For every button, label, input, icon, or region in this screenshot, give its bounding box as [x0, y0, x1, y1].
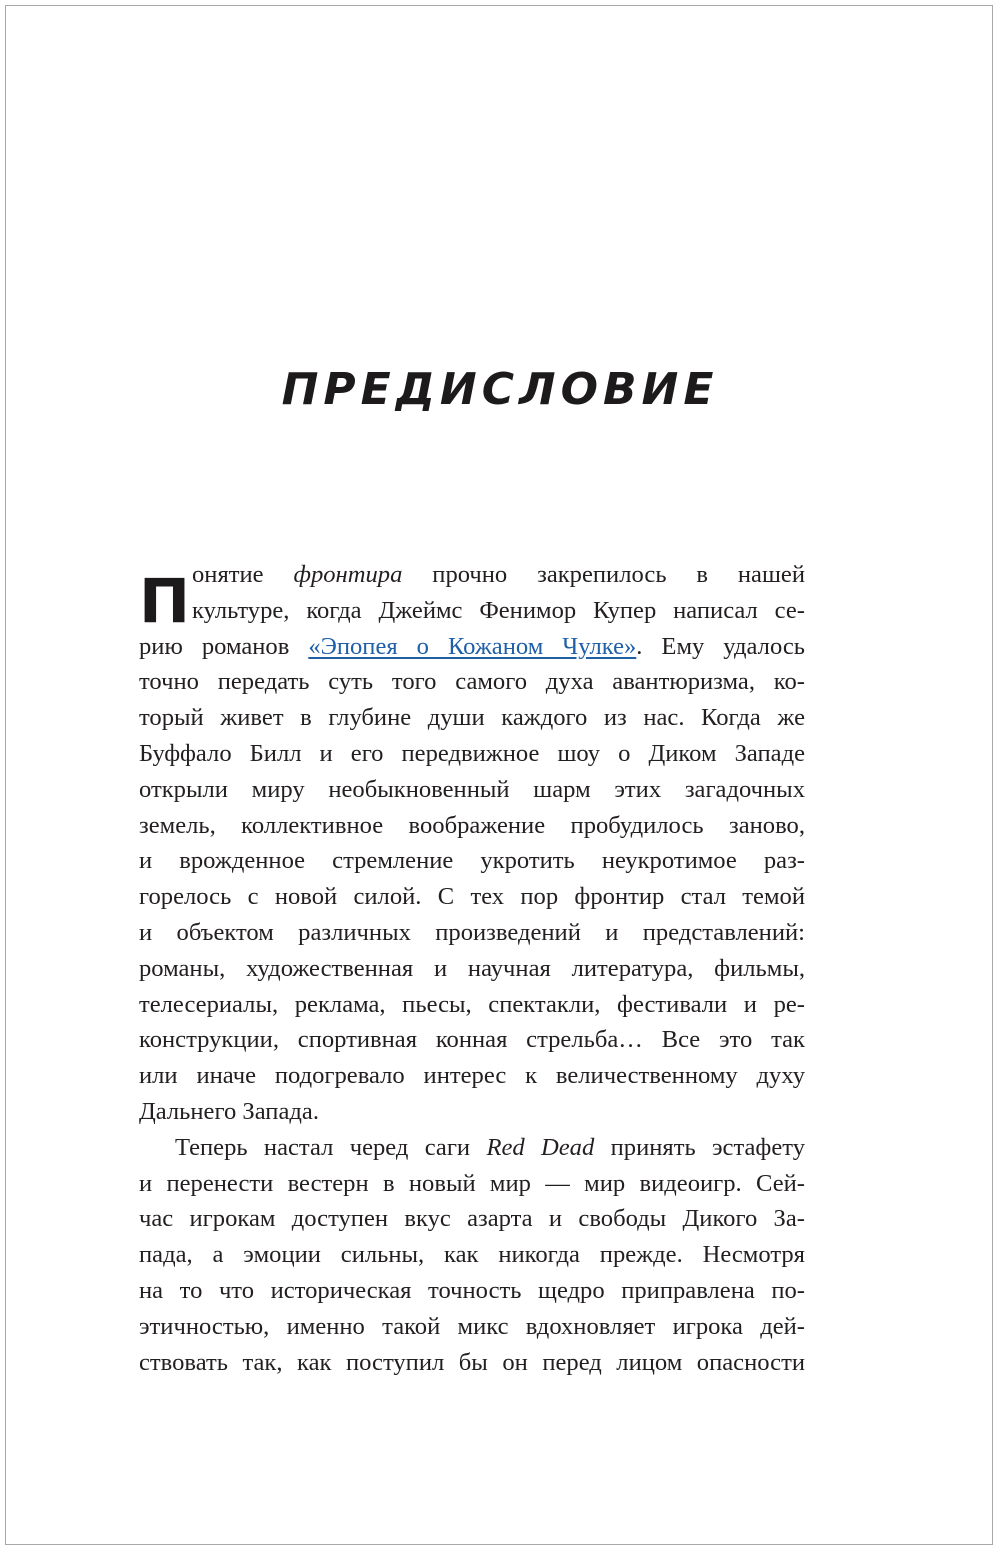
- text-line: ствовать так, как поступил бы он перед лицом опасности: [139, 1348, 805, 1376]
- body-text: [139, 557, 805, 1380]
- text-line: Дальнего Запада.: [139, 1097, 319, 1125]
- text-line: и врожденное стремление укротить неукротимое раз-: [139, 847, 805, 875]
- text-line: час игрокам доступен вкус азарта и свободы Дикого За-: [139, 1205, 805, 1233]
- text-line: онятие фронтира прочно закрепилось в нашей: [192, 561, 805, 588]
- text-line: романы, художественная и научная литература, фильмы,: [139, 954, 805, 982]
- text-line: и объектом различных произведений и представлений:: [139, 918, 805, 946]
- text-line: пада, а эмоции сильны, как никогда прежде. Несмотря: [139, 1241, 805, 1269]
- text-line: или иначе подогревало интерес к величественному духу: [139, 1062, 805, 1090]
- text-line: рию романов «Эпопея о Кожаном Чулке». Ему удалось: [139, 632, 806, 660]
- text-line: точно передать суть того самого духа авантюризма, ко-: [139, 668, 805, 696]
- drop-cap: П: [139, 566, 191, 637]
- text-line: торый живет в глубине души каждого из нас. Когда же: [139, 704, 805, 732]
- text-line: открыли миру необыкновенный шарм этих загадочных: [139, 775, 805, 803]
- text-line: Буффало Билл и его передвижное шоу о Диком Западе: [139, 739, 805, 767]
- text-line: этичностью, именно такой микс вдохновляет игрока дей-: [139, 1312, 805, 1340]
- text-line: Теперь настал черед саги Red Dead принять эстафету: [175, 1133, 806, 1161]
- text-line: горелось с новой силой. С тех пор фронтир стал темой: [139, 883, 805, 911]
- text-line: на то что историческая точность щедро приправлена по-: [139, 1276, 805, 1304]
- emphasis-red-dead: Red Dead: [486, 1133, 595, 1161]
- text-line: земель, коллективное воображение пробудилось заново,: [139, 811, 805, 839]
- leatherstocking-link[interactable]: «Эпопея о Кожаном Чулке»: [308, 632, 637, 660]
- text-line: телесериалы, реклама, пьесы, спектакли, фестивали и ре-: [139, 990, 805, 1018]
- text-line: и перенести вестерн в новый мир — мир видеоигр. Сей-: [139, 1169, 805, 1197]
- chapter-title: ПРЕДИСЛОВИЕ: [281, 364, 719, 415]
- text-line: культуре, когда Джеймс Фенимор Купер написал се-: [192, 596, 805, 624]
- emphasis-frontier: фронтира: [293, 561, 403, 588]
- text-line: конструкции, спортивная конная стрельба… Все это так: [139, 1026, 805, 1054]
